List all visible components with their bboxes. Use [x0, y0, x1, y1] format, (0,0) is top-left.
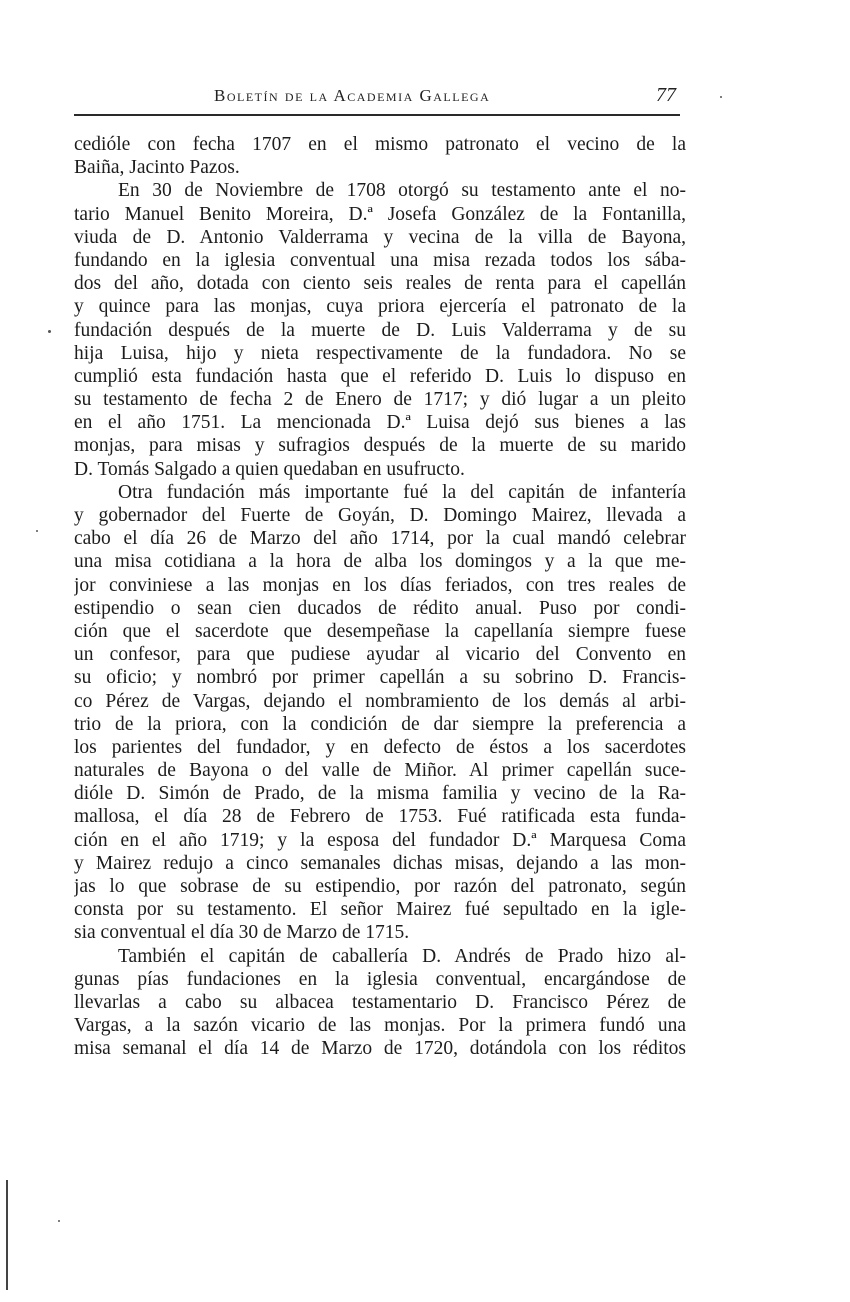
running-head: Boletín de la Academia Gallega	[214, 86, 491, 105]
text-line: Otra fundación más importante fué la del capitán de infantería	[118, 481, 686, 503]
text-line: fundación después de la muerte de D. Luis Valderrama y de su	[74, 319, 686, 341]
text-line: y Mairez redujo a cinco semanales dichas misas, dejando a las mon-	[74, 852, 686, 874]
text-line: tario Manuel Benito Moreira, D.ª Josefa González de la Fontanilla,	[74, 203, 686, 225]
text-line: dióle D. Simón de Prado, de la misma familia y vecino de la Ra-	[74, 783, 686, 805]
scan-edge-mark	[6, 1180, 8, 1290]
scan-speck	[720, 96, 722, 98]
text-line: ción que el sacerdote que desempeñase la capellanía siempre fuese	[74, 620, 686, 642]
scan-speck	[36, 530, 38, 532]
text-line: los parientes del fundador, y en defecto de éstos a los sacerdotes	[74, 736, 686, 758]
text-line: D. Tomás Salgado a quien quedaban en usufructo.	[74, 458, 465, 480]
paragraph	[74, 945, 686, 1061]
text-line: llevarlas a cabo su albacea testamentario D. Francisco Pérez de	[74, 991, 686, 1013]
text-line: cabo el día 26 de Marzo del año 1714, por la cual mandó celebrar	[74, 528, 686, 550]
text-line: mallosa, el día 28 de Febrero de 1753. Fué ratificada esta funda-	[74, 806, 686, 828]
text-line: gunas pías fundaciones en la iglesia conventual, encargándose de	[74, 968, 686, 990]
paragraph	[74, 133, 686, 179]
scan-speck	[58, 1220, 60, 1222]
text-line: monjas, para misas y sufragios después de la muerte de su marido	[74, 435, 686, 457]
text-line: naturales de Bayona o del valle de Miñor. Al primer capellán suce-	[74, 760, 686, 782]
text-line: un confesor, para que pudiese ayudar al vicario del Convento en	[74, 644, 686, 666]
text-line: trio de la priora, con la condición de dar siempre la preferencia a	[74, 713, 686, 735]
text-line: estipendio o sean cien ducados de rédito anual. Puso por condi-	[74, 597, 686, 619]
text-line: misa semanal el día 14 de Marzo de 1720, dotándola con los réditos	[74, 1038, 686, 1060]
text-line: ción en el año 1719; y la esposa del fundador D.ª Marquesa Coma	[74, 829, 686, 851]
text-line: dos del año, dotada con ciento seis reales de renta para el capellán	[74, 273, 686, 295]
text-line: Vargas, a la sazón vicario de las monjas. Por la primera fundó una	[74, 1015, 686, 1037]
text-line: consta por su testamento. El señor Mairez fué sepultado en la igle-	[74, 899, 686, 921]
text-line: cedióle con fecha 1707 en el mismo patronato el vecino de la	[74, 134, 686, 155]
page-header	[74, 78, 680, 116]
page-number: 77	[656, 84, 676, 106]
paragraph	[74, 481, 686, 945]
text-line: hija Luisa, hijo y nieta respectivamente de la fundadora. No se	[74, 342, 686, 364]
text-line: cumplió esta fundación hasta que el referido D. Luis lo dispuso en	[74, 365, 686, 387]
scan-speck	[48, 330, 51, 333]
text-line: Baiña, Jacinto Pazos.	[74, 157, 240, 179]
text-line: y gobernador del Fuerte de Goyán, D. Domingo Mairez, llevada a	[74, 505, 686, 526]
paragraph	[74, 179, 686, 480]
text-line: su testamento de fecha 2 de Enero de 1717; y dió lugar a un pleito	[74, 389, 686, 411]
text-line: En 30 de Noviembre de 1708 otorgó su testamento ante el no-	[118, 180, 686, 202]
body-text	[74, 133, 686, 1061]
text-line: También el capitán de caballería D. Andrés de Prado hizo al-	[118, 945, 686, 967]
text-line: viuda de D. Antonio Valderrama y vecina de la villa de Bayona,	[74, 226, 686, 248]
text-line: sia conventual el día 30 de Marzo de 1715.	[74, 922, 410, 944]
text-line: jas lo que sobrase de su estipendio, por razón del patronato, según	[74, 876, 686, 897]
text-line: co Pérez de Vargas, dejando el nombramiento de los demás al arbi-	[74, 690, 686, 712]
text-line: y quince para las monjas, cuya priora ejercería el patronato de la	[74, 296, 686, 318]
text-line: fundando en la iglesia conventual una misa rezada todos los sába-	[74, 249, 686, 271]
text-line: jor conviniese a las monjas en los días feriados, con tres reales de	[74, 574, 686, 596]
text-line: en el año 1751. La mencionada D.ª Luisa dejó sus bienes a las	[74, 412, 686, 434]
text-line: una misa cotidiana a la hora de alba los domingos y a la que me-	[74, 551, 686, 573]
text-line: su oficio; y nombró por primer capellán a su sobrino D. Francis-	[74, 667, 686, 689]
